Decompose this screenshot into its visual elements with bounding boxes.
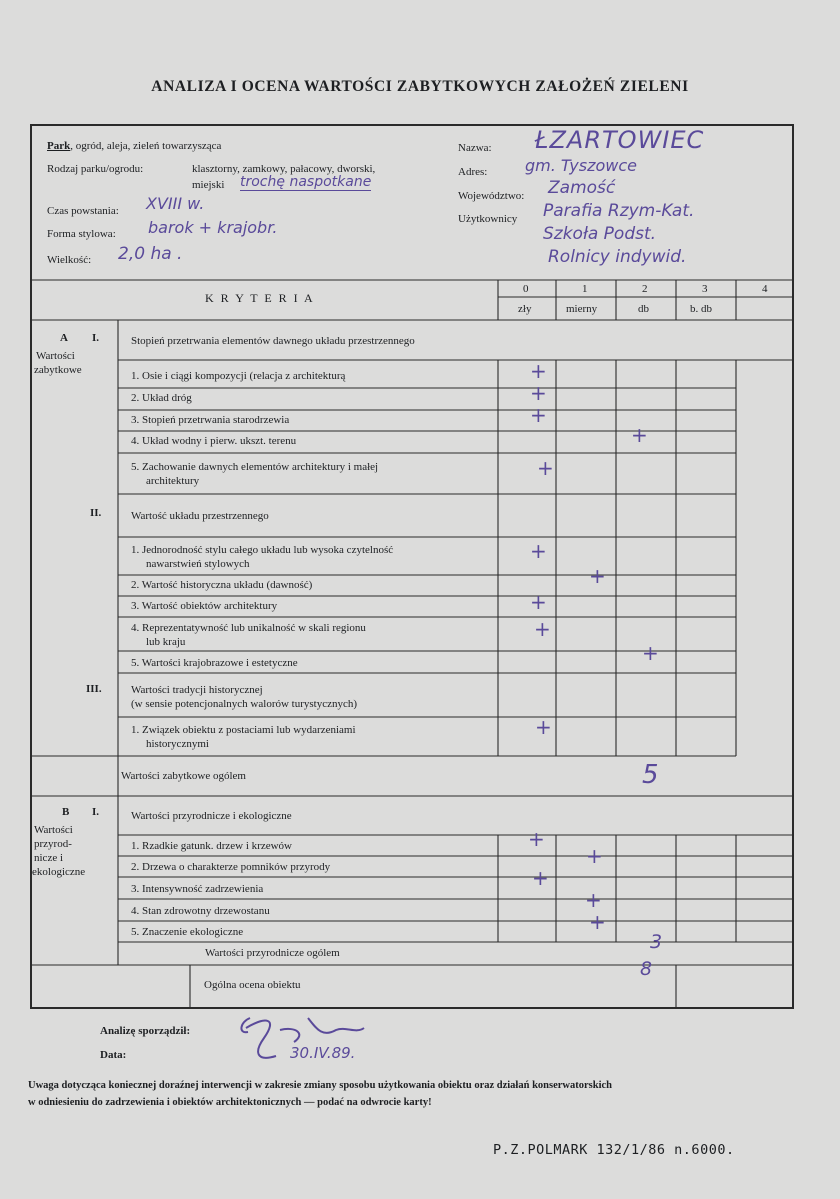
group1-item-4: 4. Układ wodny i pierw. ukszt. terenu: [131, 435, 297, 447]
group1-title: Stopień przetrwania elementów dawnego układu przestrzennego: [131, 335, 415, 347]
section-b-letter: B: [62, 806, 70, 818]
uzytkownicy-hand-2: Szkoła Podst.: [543, 224, 657, 244]
rodzaj-options-1: klasztorny, zamkowy, pałacowy, dworski,: [192, 163, 376, 175]
group3-title-1: Wartości tradycji historycznej: [131, 684, 263, 696]
overall-handwritten: 8: [640, 958, 653, 980]
score-1: 1: [582, 283, 588, 295]
wielkosc-handwritten: 2,0 ha .: [118, 244, 183, 264]
grade-db: db: [638, 303, 649, 315]
group1-item-1: 1. Osie i ciągi kompozycji (relacja z architekturą: [131, 370, 346, 382]
section-b-roman: I.: [92, 806, 100, 818]
group1-item-5-cont: architektury: [146, 475, 200, 487]
group2-item-4: 4. Reprezentatywność lub unikalność w skali regionu: [131, 622, 366, 634]
section-b-name-2: przyrod-: [34, 838, 72, 850]
adres-label: Adres:: [458, 166, 488, 178]
section-a-total-handwritten: 5: [642, 760, 659, 790]
section-a-name-1: Wartości: [36, 350, 75, 362]
overall-label: Ogólna ocena obiektu: [204, 979, 301, 991]
score-4: 4: [762, 283, 768, 295]
section-b-name-3: nicze i: [34, 852, 64, 864]
forma-label: Forma stylowa:: [47, 228, 116, 240]
mark-b-5: +: [589, 910, 606, 934]
mark-b-4: +: [585, 888, 602, 912]
rodzaj-handwritten: trochę naspotkane: [240, 174, 372, 190]
group2-title: Wartość układu przestrzennego: [131, 510, 269, 522]
group2-item-2: 2. Wartość historyczna układu (dawność): [131, 579, 313, 591]
uzytkownicy-hand-1: Parafia Rzym-Kat.: [543, 201, 695, 221]
group2-item-4-cont: lub kraju: [146, 636, 186, 648]
group3-item-1: 1. Związek obiektu z postaciami lub wydarzeniami: [131, 724, 356, 736]
rodzaj-options-2: miejski: [192, 179, 225, 191]
wojewodztwo-handwritten: Zamość: [548, 178, 616, 198]
group1-item-5: 5. Zachowanie dawnych elementów architektury i małej: [131, 461, 379, 473]
mark-b-2: +: [586, 844, 603, 868]
grade-zly: zły: [518, 303, 532, 315]
group3-item-1-cont: historycznymi: [146, 738, 209, 750]
group2-item-5: 5. Wartości krajobrazowe i estetyczne: [131, 657, 298, 669]
section-a-letter: A: [60, 332, 68, 344]
group2-item-1: 1. Jednorodność stylu całego układu lub wysoka czytelność: [131, 544, 394, 556]
mark-a1-4: +: [631, 423, 648, 447]
print-code: P.Z.POLMARK 132/1/86 n.6000.: [493, 1142, 735, 1158]
mark-b-3: +: [532, 866, 549, 890]
section-b-name-1: Wartości: [34, 824, 73, 836]
section-b-item-5: 5. Znaczenie ekologiczne: [131, 926, 244, 938]
grade-bdb: b. db: [690, 303, 712, 315]
group2-roman: II.: [90, 507, 102, 519]
wielkosc-label: Wielkość:: [47, 254, 92, 266]
nazwa-handwritten: ŁZARTOWIEC: [535, 126, 705, 154]
form-title: ANALIZA I OCENA WARTOŚCI ZABYTKOWYCH ZAŁOŻEŃ ZIELENI: [151, 78, 689, 95]
mark-a1-3: +: [530, 403, 547, 427]
mark-a2-3: +: [530, 590, 547, 614]
wojewodztwo-label: Województwo:: [458, 190, 525, 202]
mark-a3-1: +: [535, 715, 552, 739]
czas-handwritten: XVIII w.: [146, 194, 205, 213]
data-label: Data:: [100, 1049, 127, 1061]
section-b-item-1: 1. Rzadkie gatunk. drzew i krzewów: [131, 840, 292, 852]
group1-item-2: 2. Układ dróg: [131, 392, 192, 404]
forma-handwritten: barok + krajobr.: [148, 218, 278, 237]
section-b-total-label: Wartości przyrodnicze ogólem: [205, 947, 340, 959]
score-2: 2: [642, 283, 648, 295]
mark-b-1: +: [528, 827, 545, 851]
czas-label: Czas powstania:: [47, 205, 119, 217]
note-line-2: w odniesieniu do zadrzewienia i obiektów architektonicznych — podać na odwrocie karty!: [28, 1097, 432, 1108]
uzytkownicy-label: Użytkownicy: [458, 213, 518, 225]
mark-a1-1: +: [530, 359, 547, 383]
adres-handwritten: gm. Tyszowce: [525, 156, 638, 175]
mark-a2-2: +: [589, 564, 606, 588]
mark-a2-4: +: [534, 617, 551, 641]
group2-item-3: 3. Wartość obiektów architektury: [131, 600, 278, 612]
analiza-label: Analizę sporządził:: [100, 1025, 191, 1037]
section-b-total-handwritten: 3: [650, 931, 663, 953]
section-a-total-label: Wartości zabytkowe ogólem: [121, 770, 246, 782]
mark-a1-5: +: [537, 456, 554, 480]
section-b-item-4: 4. Stan zdrowotny drzewostanu: [131, 905, 270, 917]
date-handwritten: 30.IV.89.: [290, 1044, 356, 1062]
section-a-roman: I.: [92, 332, 100, 344]
nazwa-label: Nazwa:: [458, 142, 492, 154]
section-b-item-3: 3. Intensywność zadrzewienia: [131, 883, 264, 895]
mark-a2-1: +: [530, 539, 547, 563]
park-type-rest: , ogród, aleja, zieleń towarzysząca: [70, 140, 222, 152]
section-b-title: Wartości przyrodnicze i ekologiczne: [131, 810, 292, 822]
rodzaj-label: Rodzaj parku/ogrodu:: [47, 163, 144, 175]
mark-a1-2: +: [530, 381, 547, 405]
group1-item-3: 3. Stopień przetrwania starodrzewia: [131, 414, 290, 426]
group2-item-1-cont: nawarstwień stylowych: [146, 558, 250, 570]
section-a-name-2: zabytkowe: [34, 364, 82, 376]
section-b-item-2: 2. Drzewa o charakterze pomników przyrody: [131, 861, 331, 873]
grade-mierny: mierny: [566, 303, 598, 315]
park-type-selected: Park: [47, 140, 71, 152]
score-0: 0: [523, 283, 529, 295]
group3-title-2: (w sensie potencjonalnych walorów turystycznych): [131, 698, 358, 710]
group3-roman: III.: [86, 683, 102, 695]
criteria-heading: K R Y T E R I A: [205, 291, 315, 305]
mark-a2-5: +: [642, 641, 659, 665]
section-b-name-4: ekologiczne: [32, 866, 86, 878]
note-line-1: Uwaga dotycząca koniecznej doraźnej interwencji w zakresie zmiany sposobu użytkowania obiektu oraz działań konserwatorskich: [28, 1080, 612, 1091]
uzytkownicy-hand-3: Rolnicy indywid.: [548, 247, 687, 267]
score-3: 3: [702, 283, 708, 295]
